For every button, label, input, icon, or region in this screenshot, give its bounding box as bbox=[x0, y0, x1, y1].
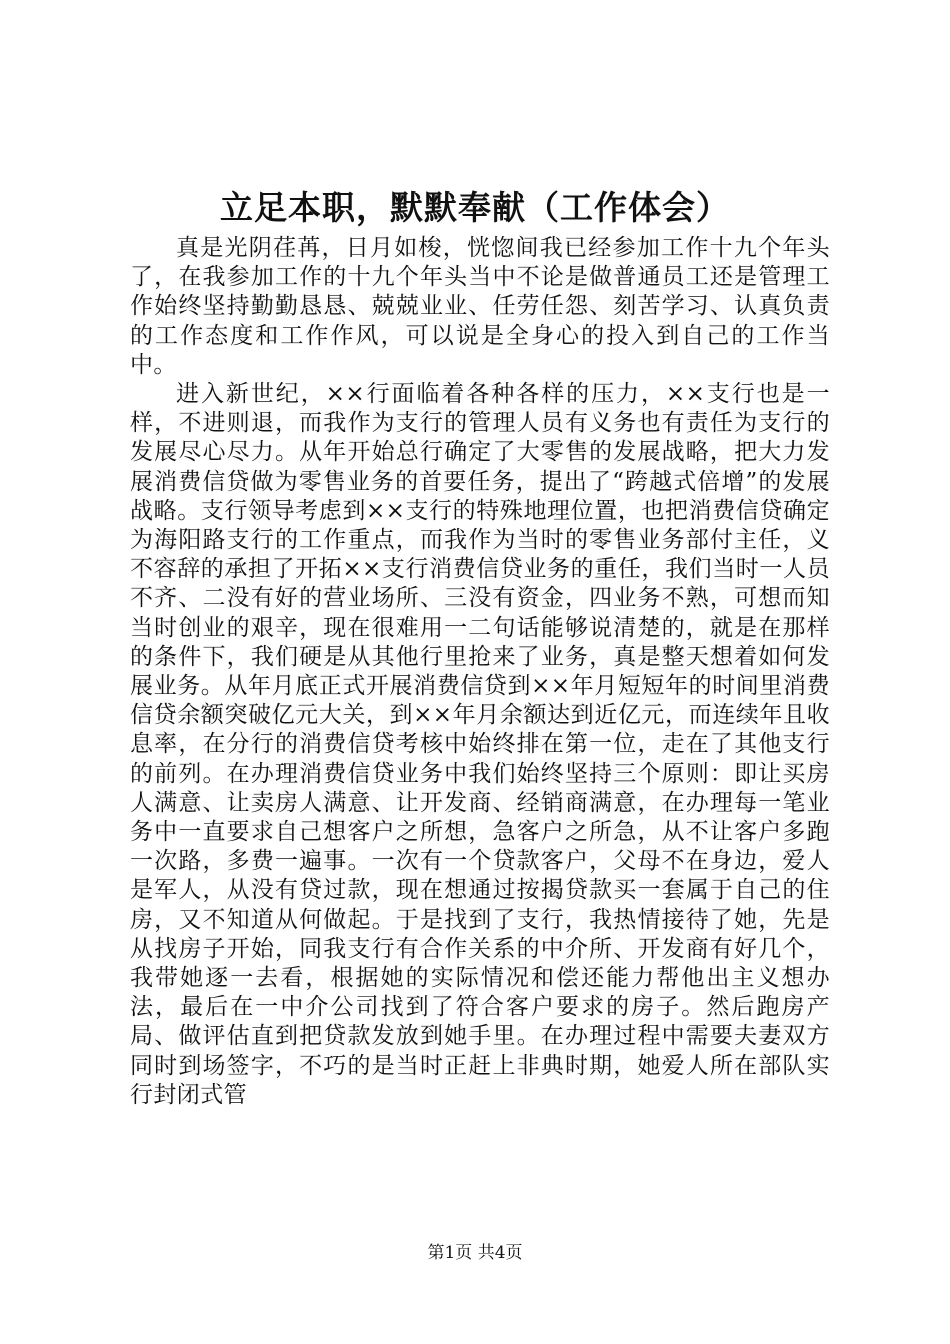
document-body bbox=[130, 234, 830, 1110]
paragraph-1: 真是光阴荏苒，日月如梭，恍惚间我已经参加工作十九个年头了，在我参加工作的十九个年头当中不论是做普通员工还是管理工作始终坚持勤勤恳恳、兢兢业业、任劳任怨、刻苦学习、认真负责的工作态度和工作作风，可以说是全身心的投入到自己的工作当中。 bbox=[130, 235, 830, 378]
page-title: 立足本职，默默奉献（工作体会） bbox=[220, 188, 730, 227]
paragraph-2: 进入新世纪，××行面临着各种各样的压力，××支行也是一样，不进则退，而我作为支行的管理人员有义务也有责任为支行的发展尽心尽力。从年开始总行确定了大零售的发展战略，把大力发展消费信贷做为零售业务的首要任务，提出了“跨越式倍增”的发展战略。支行领导考虑到××支行的特殊地理位置，也把消费信贷确定为海阳路支行的工作重点，而我作为当时的零售业务部付主任，义不容辞的承担了开拓××支行消费信贷业务的重任，我们当时一人员不齐、二没有好的营业场所、三没有资金，四业务不熟，可想而知当时创业的艰辛，现在很难用一二句话能够说清楚的，就是在那样的条件下，我们硬是从其他行里抢来了业务，真是整天想着如何发展业务。从年月底正式开展消费信贷到××年月短短年的时间里消费信贷余额突破亿元大关，到××年月余额达到近亿元，而连续年且收息率，在分行的消费信贷考核中始终排在第一位，走在了其他支行的前列。在办理消费信贷业务中我们始终坚持三个原则：即让买房人满意、让卖房人满意、让开发商、经销商满意，在办理每一笔业务中一直要求自己想客户之所想，急客户之所急，从不让客户多跑一次路，多费一遍事。一次有一个贷款客户，父母不在身边，爱人是军人，从没有贷过款，现在想通过按揭贷款买一套属于自己的住房，又不知道从何做起。于是找到了支行，我热情接待了她，先是从找房子开始，同我支行有合作关系的中介所、开发商有好几个，我带她逐一去看，根据她的实际情况和偿还能力帮他出主义想办法，最后在一中介公司找到了符合客户要求的房子。然后跑房产局、做评估直到把贷款发放到她手里。在办理过程中需要夫妻双方同时到场签字，不巧的是当时正赶上非典时期，她爱人所在部队实行封闭式管 bbox=[130, 381, 830, 1108]
page-footer: 第1页 共4页 bbox=[427, 1243, 523, 1263]
